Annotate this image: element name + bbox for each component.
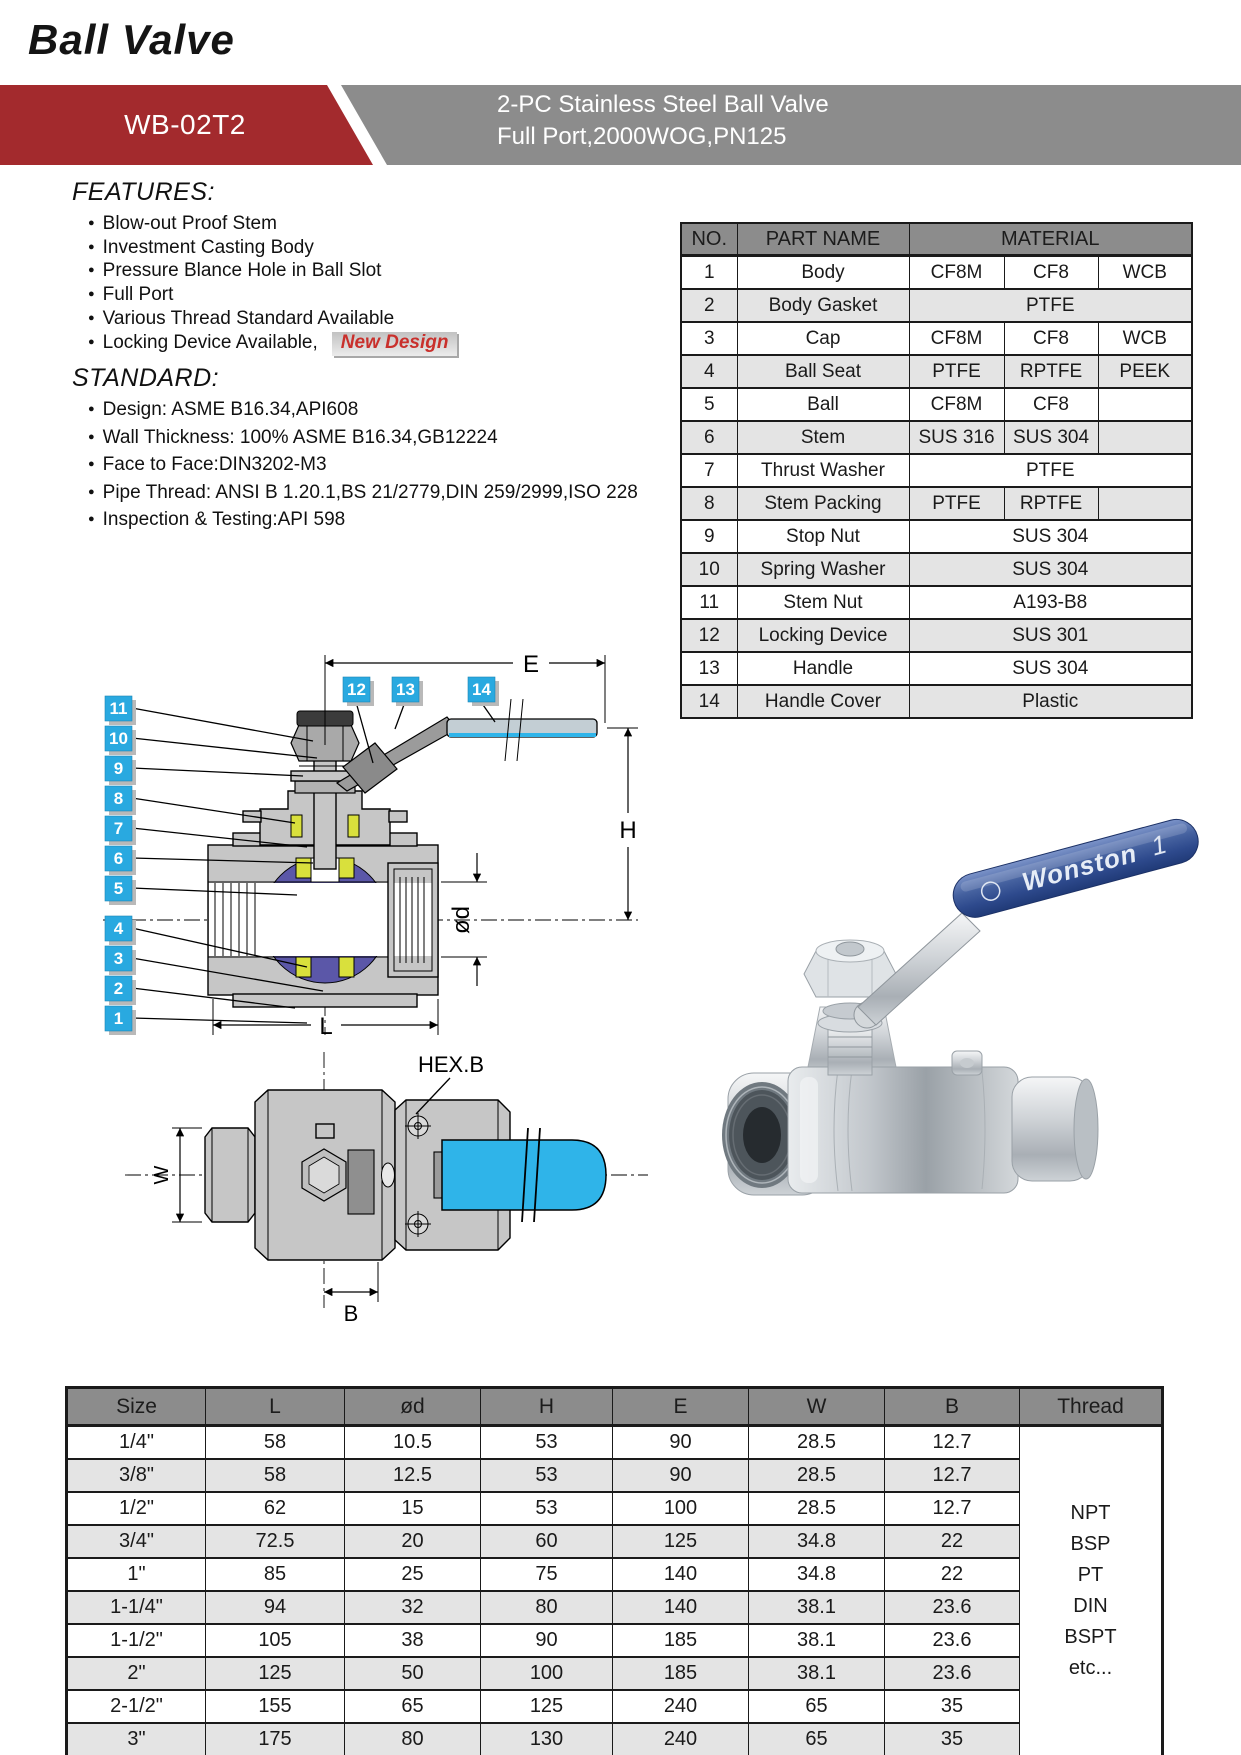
part-material: CF8M xyxy=(909,388,1004,421)
standard-item: ● Design: ASME B16.34,API608 xyxy=(88,396,638,424)
svg-text:4: 4 xyxy=(113,919,124,938)
size-cell: 65 xyxy=(749,1690,885,1723)
size-cell: 10.5 xyxy=(345,1426,481,1460)
parts-row xyxy=(681,388,1192,421)
part-no: 2 xyxy=(681,289,737,322)
size-row xyxy=(67,1426,1163,1460)
svg-text:1: 1 xyxy=(113,1009,124,1028)
thread-option: NPT xyxy=(1070,1502,1111,1524)
handle-section xyxy=(337,699,597,793)
part-no: 12 xyxy=(681,619,737,652)
part-no: 7 xyxy=(681,454,737,487)
size-cell: 34.8 xyxy=(749,1525,885,1558)
size-cell: 15 xyxy=(345,1492,481,1525)
part-material: Plastic xyxy=(909,685,1192,718)
features-list xyxy=(88,212,457,356)
stem-shape xyxy=(314,743,336,869)
size-cell: 58 xyxy=(206,1426,345,1460)
handle-top-view xyxy=(434,1128,606,1222)
parts-material-table xyxy=(680,222,1193,719)
product-photo xyxy=(700,755,1220,1215)
callout-badge-6 xyxy=(105,846,136,875)
part-name: Handle xyxy=(737,652,909,685)
size-cell: 80 xyxy=(345,1723,481,1755)
size-cell: 1/4" xyxy=(67,1426,206,1460)
size-cell: 22 xyxy=(885,1525,1020,1558)
part-material: CF8 xyxy=(1004,256,1098,290)
callout-badge-11 xyxy=(105,696,136,725)
size-cell: 1" xyxy=(67,1558,206,1591)
part-name: Spring Washer xyxy=(737,553,909,586)
size-cell: 50 xyxy=(345,1657,481,1690)
size-cell: 53 xyxy=(481,1492,613,1525)
size-row xyxy=(67,1591,1163,1624)
size-cell: 53 xyxy=(481,1459,613,1492)
photo-body xyxy=(788,1007,1018,1193)
size-row xyxy=(67,1459,1163,1492)
part-material: PTFE xyxy=(909,355,1004,388)
part-no: 5 xyxy=(681,388,737,421)
size-cell: 12.7 xyxy=(885,1492,1020,1525)
parts-row xyxy=(681,487,1192,520)
col-header-od: ød xyxy=(345,1388,481,1426)
parts-row xyxy=(681,619,1192,652)
handle-brand-text: Wonston xyxy=(1018,837,1141,898)
size-cell: 2-1/2" xyxy=(67,1690,206,1723)
standard-item: ● Pipe Thread: ANSI B 1.20.1,BS 21/2779,DIN 259/2999,ISO 228 xyxy=(88,479,638,507)
standard-item: ● Face to Face:DIN3202-M3 xyxy=(88,451,638,479)
svg-text:12: 12 xyxy=(347,680,366,699)
size-row xyxy=(67,1690,1163,1723)
stem-packing-right xyxy=(348,815,359,837)
part-material: PTFE xyxy=(909,487,1004,520)
part-name: Stem Nut xyxy=(737,586,909,619)
size-cell: 62 xyxy=(206,1492,345,1525)
size-cell: 72.5 xyxy=(206,1525,345,1558)
col-header-h: H xyxy=(481,1388,613,1426)
size-cell: 65 xyxy=(345,1690,481,1723)
size-cell: 1/2" xyxy=(67,1492,206,1525)
size-cell: 60 xyxy=(481,1525,613,1558)
parts-header-row xyxy=(681,223,1192,256)
col-header-thread: Thread xyxy=(1020,1388,1163,1426)
feature-item-text: Locking Device Available, xyxy=(102,331,318,353)
parts-row xyxy=(681,256,1192,290)
size-cell: 53 xyxy=(481,1426,613,1460)
size-cell: 2" xyxy=(67,1657,206,1690)
size-row xyxy=(67,1624,1163,1657)
part-name: Ball xyxy=(737,388,909,421)
col-header-size: Size xyxy=(67,1388,206,1426)
size-cell: 155 xyxy=(206,1690,345,1723)
size-cell: 12.7 xyxy=(885,1426,1020,1460)
feature-item: ● Full Port xyxy=(88,283,457,307)
size-cell: 140 xyxy=(613,1558,749,1591)
size-cell: 3" xyxy=(67,1723,206,1755)
col-header-material: MATERIAL xyxy=(909,223,1192,256)
parts-row xyxy=(681,652,1192,685)
part-no: 14 xyxy=(681,685,737,718)
part-no: 3 xyxy=(681,322,737,355)
part-material: CF8M xyxy=(909,322,1004,355)
thread-option: PT xyxy=(1077,1564,1104,1586)
size-cell: 38.1 xyxy=(749,1591,885,1624)
part-material: A193-B8 xyxy=(909,586,1192,619)
part-name: Stop Nut xyxy=(737,520,909,553)
size-cell: 105 xyxy=(206,1624,345,1657)
top-view-drawing xyxy=(100,1040,660,1330)
dim-label-e: E xyxy=(522,651,540,678)
part-material: SUS 304 xyxy=(1004,421,1098,454)
part-no: 13 xyxy=(681,652,737,685)
part-no: 6 xyxy=(681,421,737,454)
feature-item: ● Various Thread Standard Available xyxy=(88,307,457,331)
size-cell: 125 xyxy=(613,1525,749,1558)
size-cell: 38.1 xyxy=(749,1624,885,1657)
handle-mark: 1 xyxy=(1147,828,1170,862)
size-cell: 94 xyxy=(206,1591,345,1624)
part-material xyxy=(1098,487,1192,520)
col-header-part-name: PART NAME xyxy=(737,223,909,256)
header-banner xyxy=(0,85,1241,165)
thread-option: etc... xyxy=(1068,1657,1113,1679)
size-cell: 35 xyxy=(885,1690,1020,1723)
size-cell: 23.6 xyxy=(885,1657,1020,1690)
stem-packing-left xyxy=(291,815,302,837)
svg-text:6: 6 xyxy=(113,849,124,868)
size-row xyxy=(67,1723,1163,1755)
standard-item: ● Inspection & Testing:API 598 xyxy=(88,506,638,534)
svg-text:9: 9 xyxy=(113,759,124,778)
photo-right-end-cap xyxy=(1012,1077,1098,1181)
size-cell: 240 xyxy=(613,1723,749,1755)
svg-text:2: 2 xyxy=(113,979,124,998)
parts-row xyxy=(681,289,1192,322)
feature-item: ● Blow-out Proof Stem xyxy=(88,212,457,236)
part-material: SUS 304 xyxy=(909,520,1192,553)
parts-row xyxy=(681,322,1192,355)
size-row xyxy=(67,1492,1163,1525)
part-no: 11 xyxy=(681,586,737,619)
size-cell: 140 xyxy=(613,1591,749,1624)
size-row xyxy=(67,1657,1163,1690)
size-cell: 32 xyxy=(345,1591,481,1624)
dimension-od xyxy=(441,853,487,986)
dim-label-w: W xyxy=(151,1165,173,1185)
part-name: Cap xyxy=(737,322,909,355)
right-port xyxy=(388,863,438,977)
svg-text:8: 8 xyxy=(113,789,124,808)
hex-b-label: HEX.B xyxy=(418,1052,485,1077)
size-cell: 175 xyxy=(206,1723,345,1755)
part-no: 10 xyxy=(681,553,737,586)
banner-subtitle-line1: 2-PC Stainless Steel Ball Valve xyxy=(497,91,829,118)
part-material: SUS 316 xyxy=(909,421,1004,454)
part-name: Stem Packing xyxy=(737,487,909,520)
callout-badge-7 xyxy=(105,816,136,845)
part-material: PTFE xyxy=(909,454,1192,487)
part-material: PTFE xyxy=(909,289,1192,322)
col-header-l: L xyxy=(206,1388,345,1426)
standard-item: ● Wall Thickness: 100% ASME B16.34,GB12224 xyxy=(88,424,638,452)
part-material xyxy=(1098,388,1192,421)
parts-row xyxy=(681,553,1192,586)
new-design-badge: New Design xyxy=(332,332,458,357)
stop-tab xyxy=(316,1124,334,1138)
part-material: SUS 301 xyxy=(909,619,1192,652)
thread-options-cell xyxy=(1020,1426,1163,1755)
size-row xyxy=(67,1525,1163,1558)
size-cell: 240 xyxy=(613,1690,749,1723)
size-cell: 38.1 xyxy=(749,1657,885,1690)
page-title: Ball Valve xyxy=(28,16,235,63)
dim-label-od: ød xyxy=(448,905,475,935)
parts-row xyxy=(681,355,1192,388)
part-no: 8 xyxy=(681,487,737,520)
callout-badge-13 xyxy=(392,677,423,706)
part-no: 9 xyxy=(681,520,737,553)
size-row xyxy=(67,1558,1163,1591)
size-header-row xyxy=(67,1388,1163,1426)
svg-text:11: 11 xyxy=(109,699,128,718)
callout-badge-3 xyxy=(105,946,136,975)
size-cell: 185 xyxy=(613,1657,749,1690)
part-name: Stem xyxy=(737,421,909,454)
part-no: 1 xyxy=(681,256,737,290)
size-cell: 100 xyxy=(613,1492,749,1525)
svg-text:3: 3 xyxy=(113,949,124,968)
dimension-h xyxy=(607,728,638,920)
size-cell: 58 xyxy=(206,1459,345,1492)
svg-text:7: 7 xyxy=(113,819,124,838)
size-cell: 28.5 xyxy=(749,1426,885,1460)
col-header-b: B xyxy=(885,1388,1020,1426)
size-cell: 28.5 xyxy=(749,1459,885,1492)
callout-badge-9 xyxy=(105,756,136,785)
size-cell: 1-1/2" xyxy=(67,1624,206,1657)
callout-badge-4 xyxy=(105,916,136,945)
size-cell: 125 xyxy=(481,1690,613,1723)
feature-item: ● Investment Casting Body xyxy=(88,236,457,260)
size-cell: 125 xyxy=(206,1657,345,1690)
stop-pin xyxy=(382,1163,395,1187)
model-code: WB-02T2 xyxy=(124,109,246,140)
size-cell: 12.7 xyxy=(885,1459,1020,1492)
callout-badge-14 xyxy=(468,677,499,706)
size-cell: 185 xyxy=(613,1624,749,1657)
part-name: Locking Device xyxy=(737,619,909,652)
size-cell: 34.8 xyxy=(749,1558,885,1591)
part-material: CF8 xyxy=(1004,388,1098,421)
size-cell: 23.6 xyxy=(885,1591,1020,1624)
part-name: Body xyxy=(737,256,909,290)
size-cell: 25 xyxy=(345,1558,481,1591)
callout-badge-8 xyxy=(105,786,136,815)
size-cell: 35 xyxy=(885,1723,1020,1755)
size-cell: 90 xyxy=(613,1459,749,1492)
parts-row xyxy=(681,454,1192,487)
col-header-w: W xyxy=(749,1388,885,1426)
part-name: Thrust Washer xyxy=(737,454,909,487)
locking-plate-top xyxy=(348,1150,374,1214)
photo-blue-handle xyxy=(948,815,1203,923)
handle-cover-strip xyxy=(449,733,596,737)
size-cell: 23.6 xyxy=(885,1624,1020,1657)
size-cell: 65 xyxy=(749,1723,885,1755)
svg-text:10: 10 xyxy=(109,729,128,748)
part-material xyxy=(1098,421,1192,454)
standard-heading: STANDARD: xyxy=(72,364,220,392)
size-cell: 100 xyxy=(481,1657,613,1690)
banner-subtitle-line2: Full Port,2000WOG,PN125 xyxy=(497,123,787,150)
part-name: Body Gasket xyxy=(737,289,909,322)
part-name: Ball Seat xyxy=(737,355,909,388)
size-cell: 75 xyxy=(481,1558,613,1591)
part-material: WCB xyxy=(1098,256,1192,290)
size-cell: 80 xyxy=(481,1591,613,1624)
dim-label-b: B xyxy=(343,1301,359,1326)
svg-text:14: 14 xyxy=(472,680,491,699)
feature-item: ● Pressure Blance Hole in Ball Slot xyxy=(88,259,457,283)
size-cell: 3/4" xyxy=(67,1525,206,1558)
dim-label-l: L xyxy=(319,1013,333,1040)
size-cell: 90 xyxy=(613,1426,749,1460)
callout-badge-1 xyxy=(105,1006,136,1035)
size-cell: 90 xyxy=(481,1624,613,1657)
svg-text:5: 5 xyxy=(113,879,124,898)
dim-label-h: H xyxy=(619,817,637,844)
col-header-e: E xyxy=(613,1388,749,1426)
callout-badge-2 xyxy=(105,976,136,1005)
part-material: CF8 xyxy=(1004,322,1098,355)
size-cell: 38 xyxy=(345,1624,481,1657)
standard-list xyxy=(88,396,638,534)
parts-row xyxy=(681,586,1192,619)
svg-text:13: 13 xyxy=(396,680,415,699)
part-material: RPTFE xyxy=(1004,487,1098,520)
thread-option: BSP xyxy=(1070,1533,1111,1555)
size-cell: 85 xyxy=(206,1558,345,1591)
parts-row xyxy=(681,421,1192,454)
part-material: WCB xyxy=(1098,322,1192,355)
thread-option: DIN xyxy=(1073,1595,1108,1617)
dimension-b xyxy=(324,1262,378,1326)
feature-item xyxy=(88,331,457,357)
part-material: CF8M xyxy=(909,256,1004,290)
callout-badge-5 xyxy=(105,876,136,905)
size-cell: 1-1/4" xyxy=(67,1591,206,1624)
size-cell: 20 xyxy=(345,1525,481,1558)
thread-option: BSPT xyxy=(1064,1626,1117,1648)
size-cell: 22 xyxy=(885,1558,1020,1591)
parts-row xyxy=(681,520,1192,553)
part-name: Handle Cover xyxy=(737,685,909,718)
callout-badge-12 xyxy=(343,677,374,706)
size-cell: 130 xyxy=(481,1723,613,1755)
part-material: SUS 304 xyxy=(909,553,1192,586)
size-cell: 3/8" xyxy=(67,1459,206,1492)
part-material: PEEK xyxy=(1098,355,1192,388)
callout-badge-10 xyxy=(105,726,136,755)
part-material: SUS 304 xyxy=(909,652,1192,685)
threaded-bore xyxy=(743,1107,781,1163)
part-material: RPTFE xyxy=(1004,355,1098,388)
dimensions-table xyxy=(65,1386,1164,1755)
features-heading: FEATURES: xyxy=(72,178,215,206)
cross-section-drawing xyxy=(85,595,655,1040)
size-cell: 28.5 xyxy=(749,1492,885,1525)
part-no: 4 xyxy=(681,355,737,388)
size-cell: 12.5 xyxy=(345,1459,481,1492)
col-header-no: NO. xyxy=(681,223,737,256)
parts-row xyxy=(681,685,1192,718)
